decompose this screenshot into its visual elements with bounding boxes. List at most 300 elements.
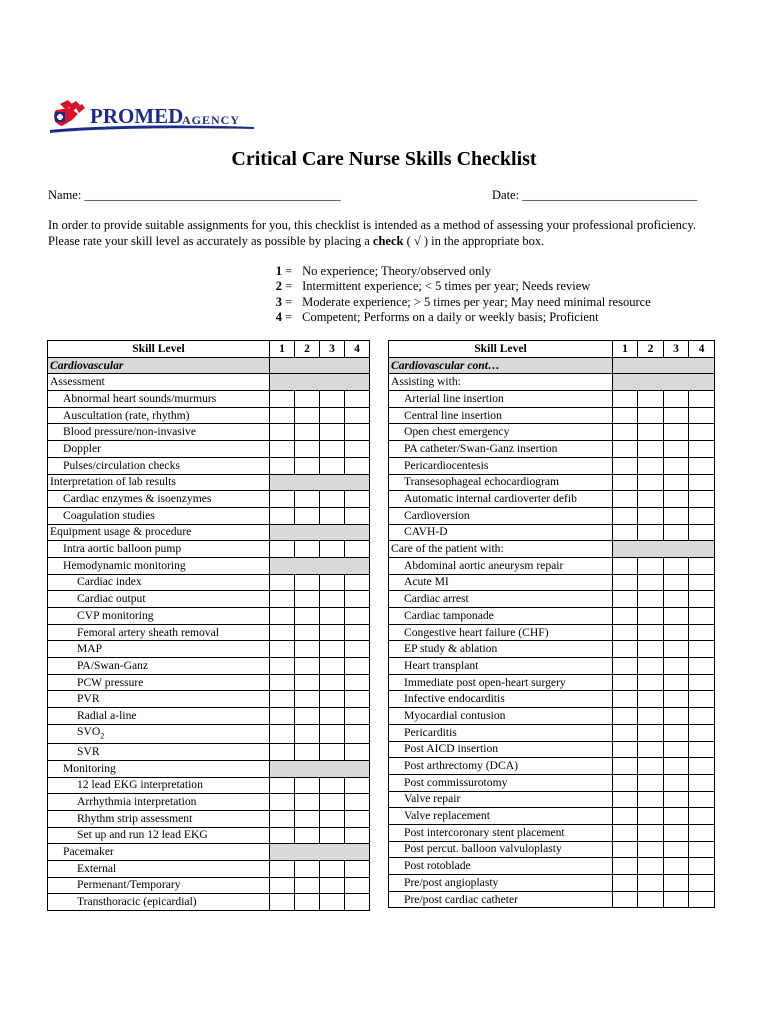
skill-row [48,810,370,827]
rating-box-1[interactable] [613,808,638,825]
skill-row [48,407,370,424]
rating-box-4[interactable] [345,877,370,894]
rating-box-4[interactable] [345,777,370,794]
rating-box-4[interactable] [689,474,715,491]
skill-name: CVP monitoring [48,608,270,625]
rating-box-2[interactable] [295,507,320,524]
rating-box-4[interactable] [345,724,370,743]
rating-box-3[interactable] [320,724,345,743]
skills-table-left-body [48,357,370,910]
rating-box-2[interactable] [295,391,320,408]
table-header-row [389,341,715,358]
rating-box-1[interactable] [270,574,295,591]
skill-name: Cardioversion [389,507,613,524]
rating-box-4[interactable] [689,774,715,791]
skill-row [389,808,715,825]
rating-box-3[interactable] [320,777,345,794]
rating-box-3[interactable] [664,691,689,708]
rating-box-3[interactable] [664,758,689,775]
rating-box-1[interactable] [613,758,638,775]
rating-box-1[interactable] [270,391,295,408]
scale-row [270,295,651,310]
rating-box-3[interactable] [664,658,689,675]
rating-box-2[interactable] [638,574,664,591]
rating-box-3[interactable] [320,541,345,558]
skill-name: Coagulation studies [48,507,270,524]
rating-box-2[interactable] [295,491,320,508]
rating-box-4[interactable] [345,827,370,844]
rating-box-1[interactable] [270,894,295,911]
rating-box-3[interactable] [664,557,689,574]
skill-name: Cardiac tamponade [389,608,613,625]
rating-box-1[interactable] [613,424,638,441]
category-row [48,474,370,491]
skill-name: Immediate post open-heart surgery [389,674,613,691]
skill-row [48,658,370,675]
rating-box-1[interactable] [613,407,638,424]
rating-box-2[interactable] [638,524,664,541]
rating-box-3[interactable] [664,457,689,474]
rating-box-2[interactable] [638,591,664,608]
rating-box-2[interactable] [295,541,320,558]
rating-box-1[interactable] [270,591,295,608]
rating-box-4[interactable] [345,744,370,761]
category-row [48,524,370,541]
rating-box-2[interactable] [638,724,664,741]
rating-box-4[interactable] [689,808,715,825]
promed-agency-logo [46,96,258,136]
rating-box-2[interactable] [638,858,664,875]
skill-row [48,777,370,794]
rating-box-4[interactable] [345,507,370,524]
rating-box-1[interactable] [270,608,295,625]
rating-box-4[interactable] [689,824,715,841]
table-header-row [48,341,370,358]
rating-box-4[interactable] [689,441,715,458]
skill-name: Pre/post cardiac catheter [389,891,613,908]
skill-row [389,507,715,524]
skill-name: PA catheter/Swan-Ganz insertion [389,441,613,458]
rating-box-4[interactable] [345,574,370,591]
rating-box-2[interactable] [295,441,320,458]
rating-box-4[interactable] [345,894,370,911]
rating-box-4[interactable] [689,524,715,541]
rating-box-1[interactable] [613,524,638,541]
rating-box-2[interactable] [295,777,320,794]
rating-box-3[interactable] [320,894,345,911]
rating-box-1[interactable] [270,424,295,441]
rating-box-4[interactable] [689,758,715,775]
rating-box-1[interactable] [613,624,638,641]
rating-box-4[interactable] [345,794,370,811]
rating-box-2[interactable] [638,841,664,858]
rating-box-2[interactable] [295,624,320,641]
rating-box-4[interactable] [345,708,370,725]
rating-box-2[interactable] [638,891,664,908]
date-field-label[interactable]: Date: ____________________________ [492,188,698,202]
rating-box-4[interactable] [689,624,715,641]
rating-box-2[interactable] [638,791,664,808]
rating-box-4[interactable] [689,724,715,741]
rating-box-3[interactable] [664,608,689,625]
rating-box-2[interactable] [295,894,320,911]
rating-box-4[interactable] [689,591,715,608]
level-header-1: 1 [613,341,638,358]
rating-box-4[interactable] [345,424,370,441]
skill-row [389,858,715,875]
logo-brand: PROMED [90,104,184,128]
page-title: Critical Care Nurse Skills Checklist [231,148,537,170]
rating-box-2[interactable] [638,407,664,424]
rating-box-3[interactable] [664,624,689,641]
rating-box-2[interactable] [295,424,320,441]
rating-box-2[interactable] [295,608,320,625]
rating-box-4[interactable] [345,591,370,608]
rating-box-3[interactable] [664,708,689,725]
rating-box-4[interactable] [345,658,370,675]
rating-box-4[interactable] [689,858,715,875]
rating-box-1[interactable] [613,457,638,474]
rating-box-2[interactable] [638,608,664,625]
rating-box-1[interactable] [270,724,295,743]
skill-name: Cardiac arrest [389,591,613,608]
rating-box-2[interactable] [638,808,664,825]
rating-box-4[interactable] [689,658,715,675]
skill-name: CAVH-D [389,524,613,541]
scale-row [270,279,651,294]
rating-box-1[interactable] [270,691,295,708]
skill-name: Central line insertion [389,407,613,424]
rating-box-2[interactable] [295,708,320,725]
category-label: Care of the patient with: [389,541,613,558]
skill-row [389,658,715,675]
rating-box-1[interactable] [613,875,638,892]
rating-box-2[interactable] [295,691,320,708]
rating-box-2[interactable] [638,641,664,658]
rating-box-4[interactable] [689,891,715,908]
rating-box-1[interactable] [270,507,295,524]
rating-box-2[interactable] [638,875,664,892]
rating-box-4[interactable] [345,641,370,658]
rating-box-3[interactable] [320,441,345,458]
rating-box-1[interactable] [613,474,638,491]
skill-row [389,424,715,441]
rating-box-2[interactable] [295,574,320,591]
rating-box-4[interactable] [689,674,715,691]
skill-row [389,724,715,741]
skill-name: PVR [48,691,270,708]
rating-box-1[interactable] [613,891,638,908]
rating-box-2[interactable] [638,424,664,441]
rating-box-2[interactable] [638,708,664,725]
rating-box-4[interactable] [689,457,715,474]
rating-box-4[interactable] [689,841,715,858]
rating-box-4[interactable] [689,875,715,892]
rating-box-3[interactable] [320,674,345,691]
rating-box-3[interactable] [664,641,689,658]
rating-box-1[interactable] [613,391,638,408]
rating-box-2[interactable] [638,624,664,641]
rating-box-1[interactable] [613,641,638,658]
rating-box-4[interactable] [345,541,370,558]
rating-box-1[interactable] [613,691,638,708]
rating-box-2[interactable] [295,724,320,743]
rating-box-3[interactable] [320,708,345,725]
rating-box-4[interactable] [689,641,715,658]
category-label: Assisting with: [389,374,613,391]
rating-box-3[interactable] [664,824,689,841]
rating-box-3[interactable] [320,827,345,844]
section-title: Cardiovascular cont… [389,357,613,374]
rating-box-4[interactable] [345,407,370,424]
rating-box-1[interactable] [270,708,295,725]
rating-box-2[interactable] [638,741,664,758]
rating-box-1[interactable] [613,741,638,758]
rating-box-2[interactable] [638,507,664,524]
skill-name: Femoral artery sheath removal [48,624,270,641]
rating-box-1[interactable] [613,441,638,458]
rating-box-2[interactable] [638,691,664,708]
rating-box-2[interactable] [638,774,664,791]
rating-box-2[interactable] [295,744,320,761]
shaded-cell [270,524,370,541]
skill-row [48,877,370,894]
rating-box-3[interactable] [664,407,689,424]
rating-box-4[interactable] [345,810,370,827]
rating-box-2[interactable] [638,391,664,408]
rating-box-4[interactable] [689,507,715,524]
intro-text-after: in the appropriate box. [431,233,545,248]
skill-row [48,894,370,911]
skill-row [389,557,715,574]
rating-box-4[interactable] [345,860,370,877]
skill-name: Congestive heart failure (CHF) [389,624,613,641]
rating-box-1[interactable] [270,810,295,827]
name-field-label[interactable]: Name: _________________________________________ [48,188,341,202]
scale-row [270,264,651,279]
skill-name: PCW pressure [48,674,270,691]
rating-box-1[interactable] [270,877,295,894]
rating-box-3[interactable] [320,877,345,894]
rating-box-2[interactable] [638,474,664,491]
rating-box-2[interactable] [295,591,320,608]
rating-box-2[interactable] [295,457,320,474]
rating-box-4[interactable] [345,624,370,641]
rating-box-3[interactable] [664,474,689,491]
rating-box-1[interactable] [613,841,638,858]
skill-name: Infective endocarditis [389,691,613,708]
rating-box-1[interactable] [613,574,638,591]
rating-box-1[interactable] [613,858,638,875]
skill-row [389,791,715,808]
rating-box-1[interactable] [270,744,295,761]
rating-box-2[interactable] [638,441,664,458]
rating-box-3[interactable] [664,441,689,458]
rating-box-2[interactable] [638,457,664,474]
rating-box-3[interactable] [320,658,345,675]
rating-box-3[interactable] [320,591,345,608]
rating-box-1[interactable] [613,507,638,524]
rating-box-2[interactable] [638,658,664,675]
rating-box-3[interactable] [664,741,689,758]
rating-box-3[interactable] [664,774,689,791]
rating-box-1[interactable] [613,557,638,574]
rating-box-4[interactable] [689,424,715,441]
rating-box-2[interactable] [638,491,664,508]
scale-equals: = [285,294,293,309]
rating-box-4[interactable] [345,391,370,408]
rating-box-1[interactable] [270,541,295,558]
rating-box-1[interactable] [270,658,295,675]
rating-box-3[interactable] [664,574,689,591]
rating-box-3[interactable] [320,860,345,877]
rating-box-4[interactable] [689,574,715,591]
level-header-4: 4 [689,341,715,358]
rating-box-4[interactable] [689,391,715,408]
rating-box-3[interactable] [664,591,689,608]
rating-box-1[interactable] [270,624,295,641]
rating-box-3[interactable] [664,524,689,541]
shaded-cell [270,474,370,491]
skill-row [48,624,370,641]
rating-box-1[interactable] [613,791,638,808]
rating-box-3[interactable] [320,457,345,474]
rating-box-4[interactable] [345,491,370,508]
rating-box-1[interactable] [613,824,638,841]
rating-box-3[interactable] [320,691,345,708]
rating-box-1[interactable] [270,457,295,474]
rating-box-2[interactable] [295,794,320,811]
rating-box-4[interactable] [689,608,715,625]
skills-table-right-body [389,357,715,908]
rating-box-3[interactable] [664,875,689,892]
rating-box-3[interactable] [320,491,345,508]
rating-box-4[interactable] [345,674,370,691]
scale-number: 3 [275,294,282,309]
rating-box-2[interactable] [638,824,664,841]
rating-box-3[interactable] [664,724,689,741]
rating-box-3[interactable] [320,574,345,591]
rating-box-2[interactable] [638,557,664,574]
rating-box-1[interactable] [613,774,638,791]
rating-box-3[interactable] [320,424,345,441]
rating-box-1[interactable] [613,591,638,608]
shaded-cell [270,760,370,777]
rating-box-4[interactable] [689,557,715,574]
rating-box-1[interactable] [270,441,295,458]
rating-box-1[interactable] [270,777,295,794]
rating-box-1[interactable] [270,491,295,508]
skill-name: Cardiac output [48,591,270,608]
scale-equals: = [285,279,293,294]
rating-box-2[interactable] [638,758,664,775]
skill-name: Doppler [48,441,270,458]
rating-box-2[interactable] [295,810,320,827]
rating-box-4[interactable] [689,407,715,424]
shaded-cell [613,374,715,391]
rating-box-4[interactable] [345,457,370,474]
rating-box-4[interactable] [689,708,715,725]
skill-row [389,708,715,725]
scale-equals: = [285,264,293,278]
skill-row [389,491,715,508]
rating-box-3[interactable] [664,808,689,825]
skill-row [389,674,715,691]
rating-box-2[interactable] [638,674,664,691]
rating-box-3[interactable] [664,507,689,524]
rating-box-3[interactable] [320,391,345,408]
rating-box-1[interactable] [613,608,638,625]
rating-box-3[interactable] [320,794,345,811]
rating-box-1[interactable] [613,724,638,741]
rating-box-2[interactable] [295,641,320,658]
rating-box-3[interactable] [664,841,689,858]
rating-box-4[interactable] [345,441,370,458]
rating-box-3[interactable] [320,407,345,424]
rating-box-3[interactable] [320,810,345,827]
rating-box-4[interactable] [345,691,370,708]
skill-row [389,758,715,775]
rating-box-2[interactable] [295,674,320,691]
rating-box-3[interactable] [664,891,689,908]
rating-box-4[interactable] [689,491,715,508]
rating-box-2[interactable] [295,407,320,424]
skill-name: $SVO_2$ [48,724,270,743]
skills-table-right [388,340,715,908]
rating-box-1[interactable] [270,860,295,877]
rating-box-3[interactable] [320,507,345,524]
rating-box-2[interactable] [295,877,320,894]
skill-row [48,744,370,761]
logo-graphic [46,96,258,136]
rating-box-4[interactable] [689,741,715,758]
rating-box-4[interactable] [345,608,370,625]
rating-box-1[interactable] [270,674,295,691]
skill-row [389,474,715,491]
rating-box-1[interactable] [270,827,295,844]
rating-box-4[interactable] [689,691,715,708]
rating-box-4[interactable] [689,791,715,808]
rating-box-2[interactable] [295,827,320,844]
rating-box-2[interactable] [295,658,320,675]
rating-box-3[interactable] [664,391,689,408]
rating-box-1[interactable] [613,658,638,675]
rating-box-3[interactable] [664,491,689,508]
rating-box-3[interactable] [320,744,345,761]
rating-box-3[interactable] [320,624,345,641]
rating-box-1[interactable] [613,491,638,508]
rating-box-3[interactable] [664,424,689,441]
rating-box-3[interactable] [320,608,345,625]
level-header-2: 2 [295,341,320,358]
skill-name: Valve replacement [389,808,613,825]
level-header-3: 3 [664,341,689,358]
rating-box-1[interactable] [270,641,295,658]
skill-row [48,491,370,508]
skill-name: Set up and run 12 lead EKG [48,827,270,844]
rating-box-3[interactable] [664,791,689,808]
rating-box-3[interactable] [320,641,345,658]
rating-box-1[interactable] [270,794,295,811]
skill-name: Pericarditis [389,724,613,741]
rating-box-3[interactable] [664,674,689,691]
rating-box-2[interactable] [295,860,320,877]
rating-box-1[interactable] [613,708,638,725]
rating-box-1[interactable] [613,674,638,691]
skill-row [48,541,370,558]
rating-box-3[interactable] [664,858,689,875]
rating-box-1[interactable] [270,407,295,424]
